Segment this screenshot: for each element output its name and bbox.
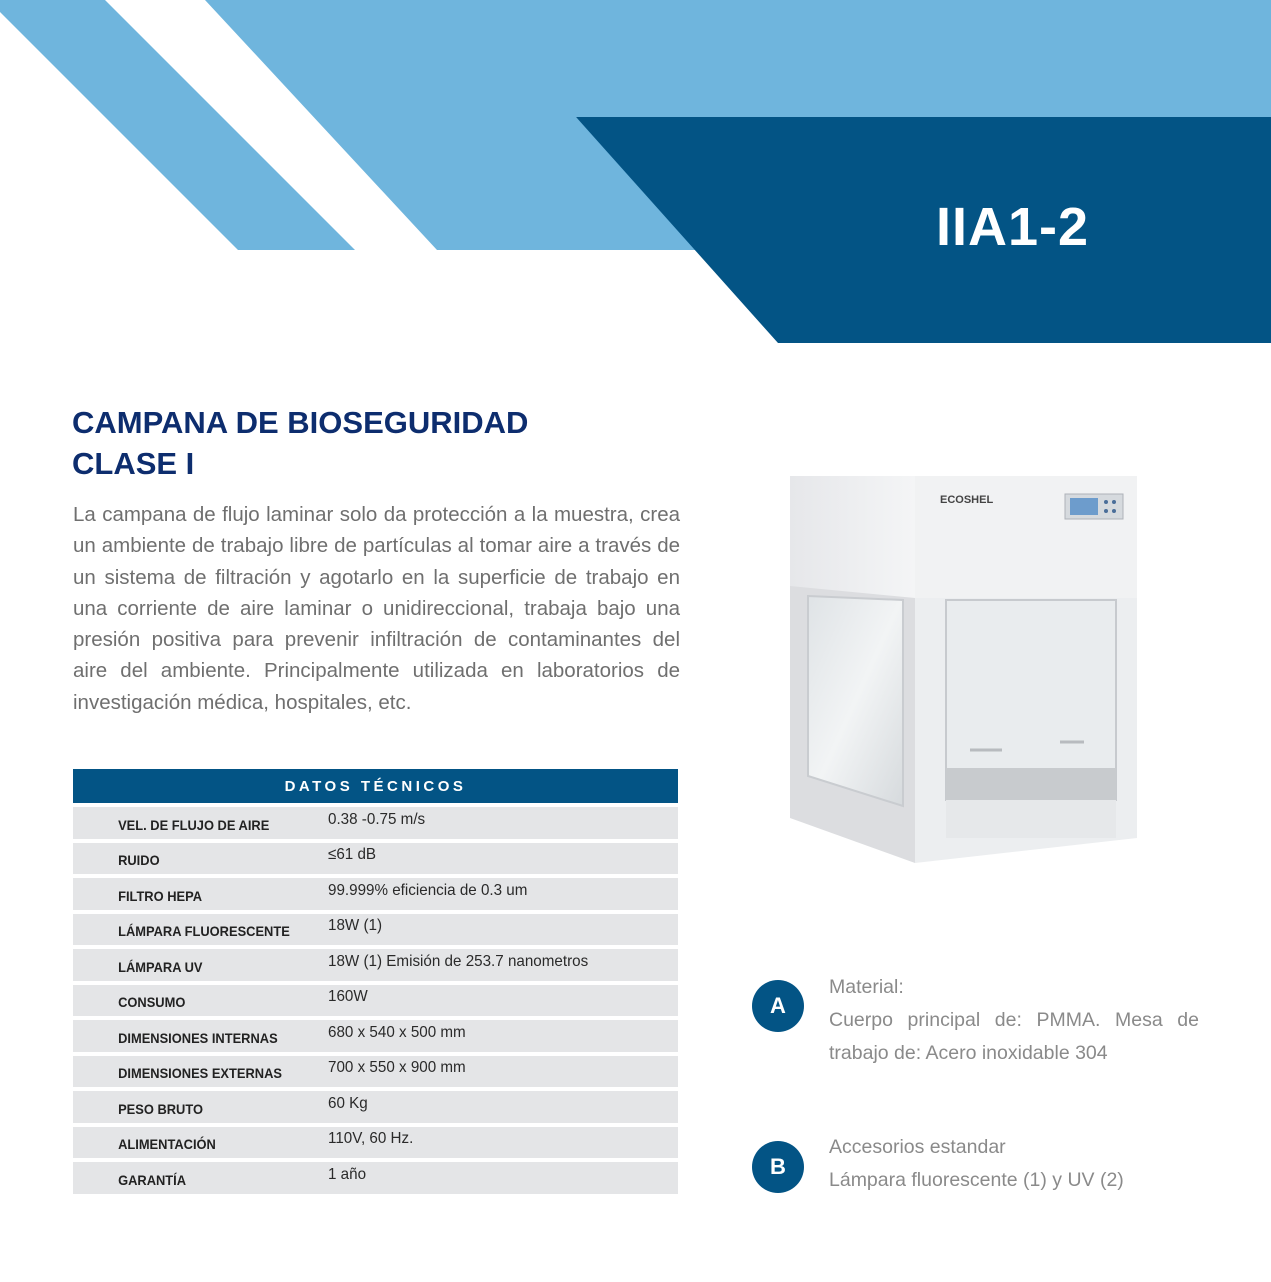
- spec-label: ALIMENTACIÓN: [118, 1136, 216, 1153]
- spec-row: [73, 1162, 678, 1194]
- model-code: IIA1-2: [935, 197, 1089, 257]
- spec-label: LÁMPARA UV: [118, 958, 203, 975]
- spec-value: 99.999% eficiencia de 0.3 um: [328, 881, 528, 899]
- product-image: [780, 468, 1145, 870]
- specs-header: DATOS TÉCNICOS: [73, 769, 678, 803]
- work-surface: [946, 768, 1116, 802]
- spec-value: 60 Kg: [328, 1094, 368, 1112]
- spec-row: [73, 985, 678, 1017]
- spec-label: PESO BRUTO: [118, 1100, 204, 1117]
- spec-row: [73, 949, 678, 981]
- spec-row: [73, 1091, 678, 1123]
- feature-b-text: [829, 1131, 1199, 1197]
- spec-value: 1 año: [328, 1165, 367, 1183]
- product-description: La campana de flujo laminar solo da protección a la muestra, crea un ambiente de trabajo libre de partículas al tomar aire a través de un sistema de filtración y agotarlo en la superficie de trabajo en una corriente de aire laminar o unidireccional, trabaja bajo una presión positiva para prevenir infiltración de contaminantes del aire del ambiente. Principalmente utilizada en laboratorios de investigación médica, hospitales, etc.: [73, 503, 680, 714]
- feature-badge-a: A: [752, 980, 804, 1032]
- cabinet-top-left: [790, 476, 915, 598]
- spec-label: LÁMPARA FLUORESCENTE: [118, 923, 290, 940]
- spec-label: CONSUMO: [118, 994, 186, 1011]
- feature-a-heading: Material:: [829, 976, 904, 998]
- brand-label: ECOSHEL: [940, 494, 994, 506]
- spec-value: ≤61 dB: [328, 846, 377, 864]
- page-title: [72, 402, 528, 484]
- spec-label: DIMENSIONES INTERNAS: [118, 1029, 278, 1046]
- spec-row: [73, 1127, 678, 1159]
- feature-b-heading: Accesorios estandar: [829, 1136, 1006, 1158]
- spec-value: 18W (1): [328, 917, 383, 935]
- control-button: [1104, 509, 1108, 513]
- side-glass: [808, 596, 903, 806]
- spec-value: 680 x 540 x 500 mm: [328, 1023, 466, 1041]
- spec-value: 0.38 -0.75 m/s: [328, 810, 426, 828]
- spec-row: [73, 1020, 678, 1052]
- spec-row: [73, 1056, 678, 1088]
- specs-table: [73, 769, 678, 1198]
- spec-value: 18W (1) Emisión de 253.7 nanometros: [328, 952, 589, 970]
- spec-value: 160W: [328, 988, 368, 1006]
- feature-badge-b: B: [752, 1141, 804, 1193]
- header-banner: [0, 0, 1271, 345]
- spec-value: 110V, 60 Hz.: [328, 1130, 414, 1148]
- control-button: [1104, 500, 1108, 504]
- cabinet-base-panel: [946, 800, 1116, 838]
- title-line-2: CLASE I: [72, 446, 195, 481]
- spec-value: 700 x 550 x 900 mm: [328, 1059, 466, 1077]
- spec-label: RUIDO: [118, 852, 160, 869]
- spec-label: DIMENSIONES EXTERNAS: [118, 1065, 282, 1082]
- control-display: [1070, 498, 1098, 515]
- control-button: [1112, 509, 1116, 513]
- feature-a-detail: Cuerpo principal de: PMMA. Mesa de trabajo de: Acero inoxidable 304: [829, 1009, 1199, 1064]
- spec-label: FILTRO HEPA: [118, 887, 203, 904]
- feature-a-text: [829, 971, 1199, 1070]
- spec-row: [73, 914, 678, 946]
- spec-label: GARANTÍA: [118, 1171, 187, 1188]
- control-button: [1112, 500, 1116, 504]
- spec-row: [73, 843, 678, 875]
- spec-row: [73, 807, 678, 839]
- spec-row: [73, 878, 678, 910]
- spec-label: VEL. DE FLUJO DE AIRE: [118, 816, 270, 833]
- title-line-1: CAMPANA DE BIOSEGURIDAD: [72, 405, 529, 440]
- banner-dark-panel: [576, 117, 1271, 343]
- feature-b-detail: Lámpara fluorescente (1) y UV (2): [829, 1169, 1124, 1191]
